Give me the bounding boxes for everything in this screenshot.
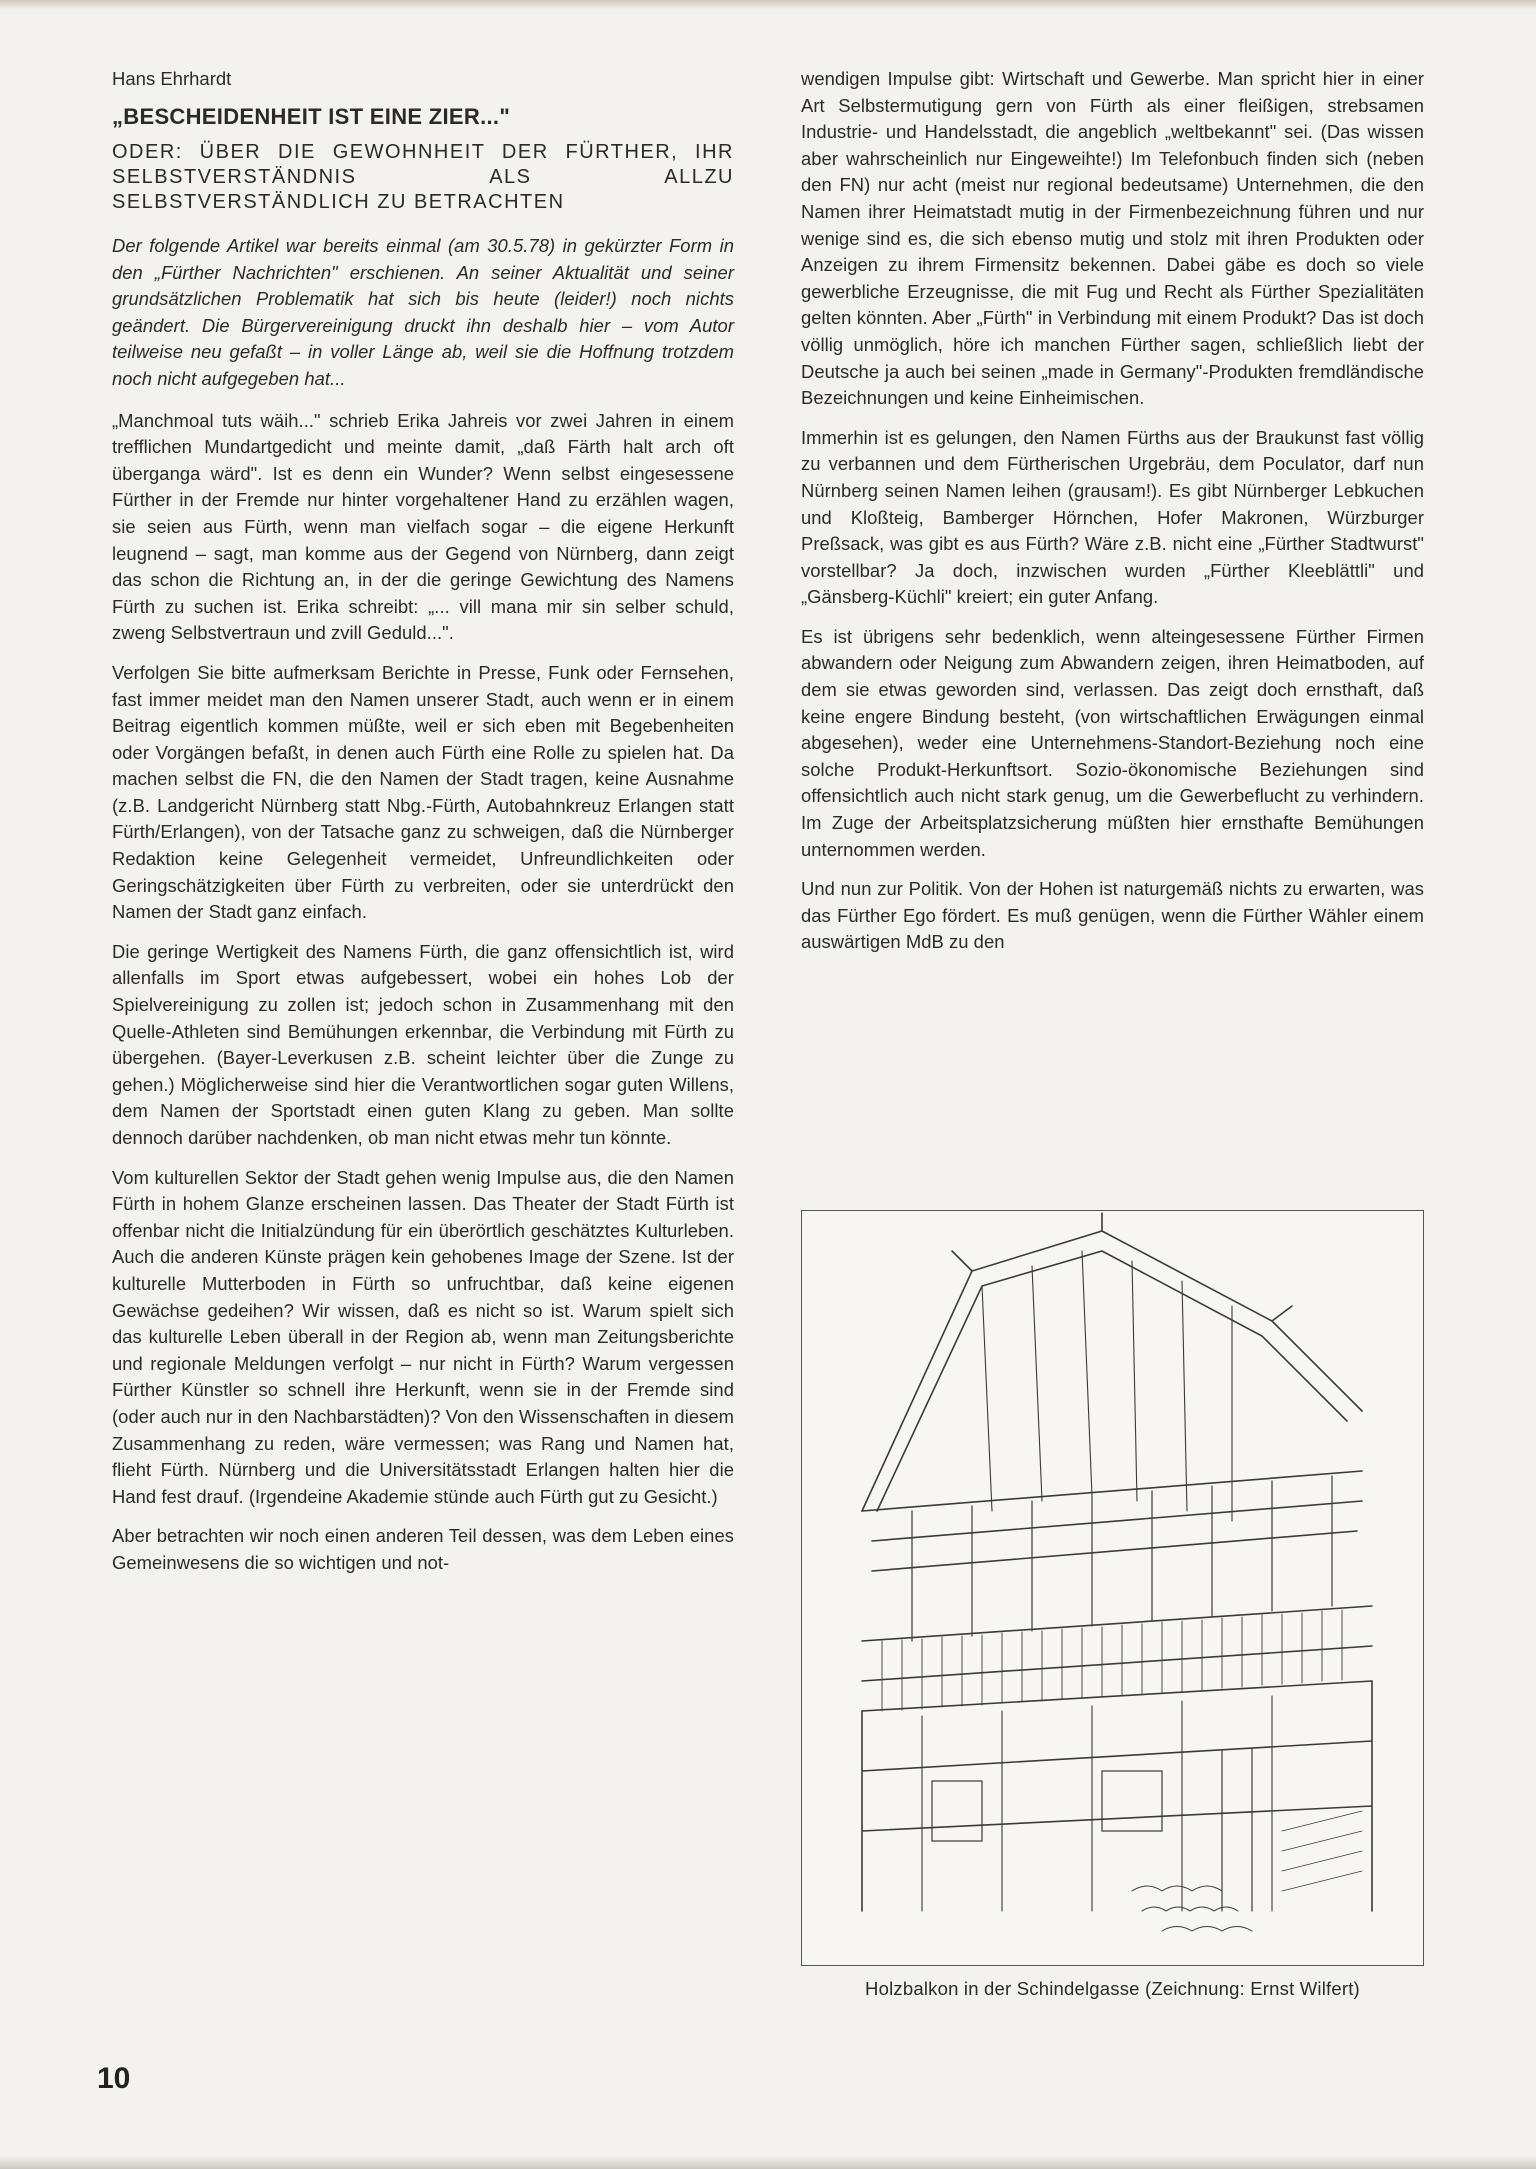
body-paragraph: Vom kulturellen Sektor der Stadt gehen wenig Impulse aus, die den Namen Fürth in hohem Glanze erscheinen lassen. Das Theater der Stadt Fürth ist offenbar nicht die Initialzündung für ein überörtlich geschätztes Kulturleben. Auch die anderen Künste prägen kein gehobenes Image der Szene. Ist der kulturelle Mutterboden in Fürth so unfruchtbar, daß keine eigenen Gewächse gedeihen? Wir wissen, daß es nicht so ist. Warum spielt sich das kulturelle Leben überall in der Region ab, wenn man Zeitungsberichte und regionale Meldungen verfolgt – nur nicht in Fürth? Warum vergessen Fürther Künstler so schnell ihre Herkunft, wenn sie in der Fremde sind (oder auch nur in den Nachbarstädten)? Von den Wissenschaften in diesem Zusammenhang zu reden, wäre vermessen; was Rang und Namen hat, flieht Fürth. Nürnberg und die Universitätsstadt Erlangen halten hier die Hand fest drauf. (Irgendeine Akademie stünde auch Fürth gut zu Gesicht.): [112, 1166, 734, 1507]
body-paragraph: Es ist übrigens sehr bedenklich, wenn alteingesessene Fürther Firmen abwandern oder Neigung zum Abwandern zeigen, ihren Heimatboden, auf dem sie etwas geworden sind, verlassen. Das zeigt doch ernsthaft, daß keine engere Bindung besteht, (von wirtschaftlichen Erwägungen einmal abgesehen), weder eine Unternehmens-Standort-Beziehung noch eine solche Produkt-Herkunftsort. Sozio-ökonomische Beziehungen sind offensichtlich auch nicht stark genug, um die Gewerbeflucht zu verhindern. Im Zuge der Arbeitsplatzsicherung müßten hier ernsthafte Bemühungen unternommen werden.: [801, 625, 1424, 860]
page-number: 10: [97, 2062, 131, 2095]
article-subtitle: ODER: ÜBER DIE GEWOHNHEIT DER FÜRTHER, IHR SELBSTVERSTÄNDNIS ALS ALLZU SELBSTVERSTÄNDLICH ZU BETRACHTEN: [112, 141, 734, 213]
body-paragraph: Die geringe Wertigkeit des Namens Fürth, die ganz offensichtlich ist, wird allenfalls im Sport etwas aufgebessert, wobei ein hohes Lob der Spielvereinigung zu zollen ist; jedoch schon in Zusammenhang mit den Quelle-Athleten sind Bemühungen erkennbar, die Verbindung mit Fürth zu übergehen. (Bayer-Leverkusen z.B. scheint leichter über die Zunge zu gehen.) Möglicherweise sind hier die Verantwortlichen sogar guten Willens, dem Namen der Sportstadt einen guten Klang zu geben. Man sollte dennoch darüber nachdenken, ob man nicht etwas mehr tun könnte.: [112, 940, 734, 1148]
right-column: [801, 66, 1424, 969]
illustration-caption: Holzbalkon in der Schindelgasse (Zeichnung: Ernst Wilfert): [865, 1978, 1360, 1999]
page-edge-top: [0, 0, 1536, 10]
body-paragraph: wendigen Impulse gibt: Wirtschaft und Gewerbe. Man spricht hier in einer Art Selbstermutigung gern von Fürth als einer fleißigen, strebsamen Industrie- und Handelsstadt, die angeblich „weltbekannt" sei. (Das wissen aber wahrscheinlich nur Eingeweihte!) Im Telefonbuch finden sich (neben den FN) nur acht (meist nur regional bedeutsame) Unternehmen, die den Namen ihrer Heimatstadt mutig in der Firmenbezeichnung führen und nur wenige sind es, die sich ebenso mutig und stolz mit ihren Produkten oder Anzeigen zu ihrem Firmensitz bekennen. Dabei gäbe es doch so viele gewerbliche Erzeugnisse, die mit Fug und Recht als Fürther Spezialitäten gelten könnten. Aber „Fürth" in Verbindung mit einem Produkt? Das ist doch völlig unmöglich, höre ich manchen Fürther sagen, schließlich liebt der Deutsche ja auch bei seinen „made in Germany"-Produkten fremdländische Bezeichnungen und keine Einheimischen.: [801, 68, 1424, 409]
author-name: Hans Ehrhardt: [112, 68, 232, 89]
body-paragraph: „Manchmoal tuts wäih..." schrieb Erika Jahreis vor zwei Jahren in einem trefflichen Mundartgedicht und meinte damit, „daß Färth halt arch oft überganga wärd". Ist es denn ein Wunder? Wenn selbst eingesessene Fürther in der Fremde nur hinter vorgehaltener Hand zu erzählen wagen, sie seien aus Fürth, wenn man vielfach sogar – die eigene Herkunft leugnend – sagt, man komme aus der Gegend von Nürnberg, dann zeigt das schon die Richtung an, in der die geringe Gewichtung des Namens Fürth zu suchen ist. Erika schreibt: „... vill mana mir sin selber schuld, zweng Selbstvertraun und zvill Geduld...".: [112, 409, 734, 644]
body-paragraph: Verfolgen Sie bitte aufmerksam Berichte in Presse, Funk oder Fernsehen, fast immer meidet man den Namen unserer Stadt, auch wenn er in einem Beitrag eigentlich kommen müßte, weil er sich eben mit Begebenheiten oder Vorgängen befaßt, in denen auch Fürth eine Rolle zu spielen hat. Da machen selbst die FN, die den Namen der Stadt tragen, keine Ausnahme (z.B. Landgericht Nürnberg statt Nbg.-Fürth, Autobahnkreuz Erlangen statt Fürth/Erlangen), von der Tatsache ganz zu schweigen, daß die Nürnberger Redaktion keine Gelegenheit vermeidet, Unfreundlichkeiten oder Geringschätzigkeiten über Fürth zu verbreiten, oder sie unterdrückt den Namen der Stadt ganz einfach.: [112, 661, 734, 923]
left-column: [112, 66, 734, 1590]
intro-paragraph: Der folgende Artikel war bereits einmal (am 30.5.78) in gekürzter Form in den „Fürther Nachrichten" erschienen. An seiner Aktualität und seiner grundsätzlichen Problematik hat sich bis heute (leider!) noch nichts geändert. Die Bürgervereinigung druckt ihn deshalb hier – vom Autor teilweise neu gefaßt – in voller Länge ab, weil sie die Hoffnung trotzdem noch nicht aufgegeben hat...: [112, 235, 734, 389]
balcony-sketch-illustration: [801, 1210, 1424, 1966]
article-title: „BESCHEIDENHEIT IST EINE ZIER...": [112, 104, 511, 129]
body-paragraph: Immerhin ist es gelungen, den Namen Fürths aus der Braukunst fast völlig zu verbannen und dem Fürtherischen Urgebräu, dem Poculator, darf nun Nürnberg seinen Namen leihen (grausam!). Es gibt Nürnberger Lebkuchen und Kloßteig, Bamberger Hörnchen, Hofer Makronen, Würzburger Preßsack, was gibt es aus Fürth? Wäre z.B. nicht eine „Fürther Stadtwurst" vorstellbar? Ja doch, inzwischen wurden „Fürther Kleeblättli" und „Gänsberg-Küchli" kreiert; ein guter Anfang.: [801, 426, 1424, 608]
body-paragraph: Und nun zur Politik. Von der Hohen ist naturgemäß nichts zu erwarten, was das Fürther Ego fördert. Es muß genügen, wenn die Fürther Wähler einem auswärtigen MdB zu den: [801, 878, 1424, 953]
page-edge-bottom: [0, 2155, 1536, 2169]
body-paragraph: Aber betrachten wir noch einen anderen Teil dessen, was dem Leben eines Gemeinwesens die so wichtigen und not-: [112, 1525, 734, 1573]
